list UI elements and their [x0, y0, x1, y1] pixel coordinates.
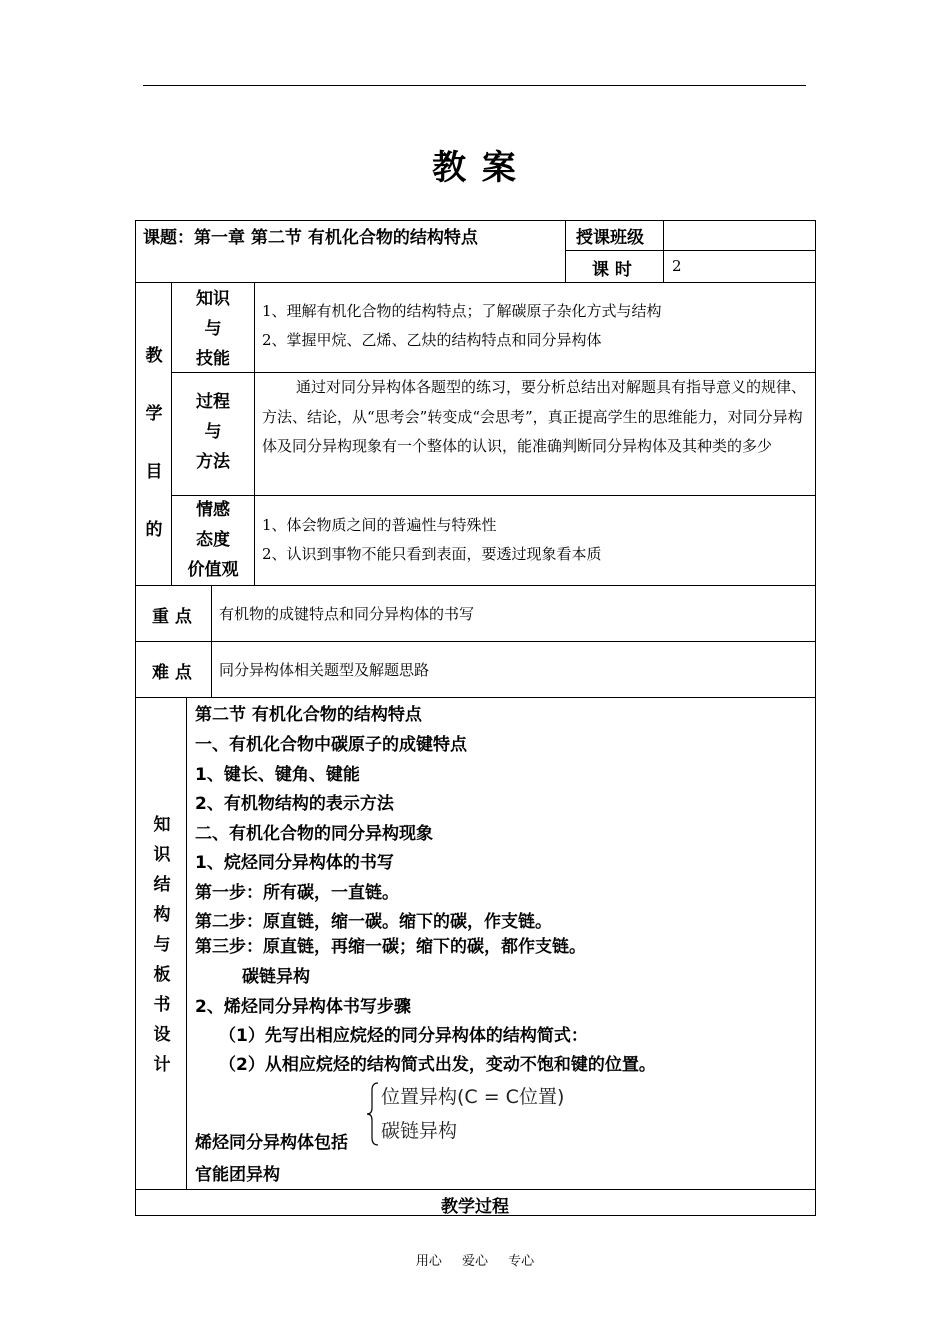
board-line: （1）先写出相应烷烃的同分异构体的结构简式：	[219, 1026, 588, 1046]
board-line: 1、键长、键角、键能	[195, 765, 360, 785]
process-methods-label: 过程 与 方法	[196, 392, 230, 472]
emotion-item: 2、认识到事物不能只看到表面，要透过现象看本质	[262, 545, 602, 563]
curly-brace-icon	[366, 1082, 380, 1146]
board-line: 2、烯烃同分异构体书写步骤	[195, 997, 411, 1017]
board-line: 二、有机化合物的同分异构现象	[195, 824, 433, 844]
hours-label: 课 时	[592, 260, 632, 280]
topic-label: 课题：第一章 第二节 有机化合物的结构特点	[143, 228, 478, 248]
key-point-label: 重 点	[152, 607, 192, 627]
board-line: 一、有机化合物中碳原子的成键特点	[195, 735, 467, 755]
class-label: 授课班级	[576, 228, 644, 248]
teaching-process-header: 教学过程	[441, 1197, 509, 1217]
emotion-item: 1、体会物质之间的普遍性与特殊性	[262, 516, 497, 534]
header-rule	[143, 85, 806, 86]
board-line: 第二步：原直链，缩一碳。缩下的碳，作支链。	[195, 912, 552, 932]
knowledge-item: 2、掌握甲烷、乙烯、乙炔的结构特点和同分异构体	[262, 331, 602, 349]
page-title: 教 案	[432, 148, 518, 188]
key-point-text: 有机物的成键特点和同分异构体的书写	[219, 605, 475, 623]
objectives-label: 教 学 目 的	[145, 346, 163, 540]
alkene-includes: 烯烃同分异构体包括	[195, 1133, 348, 1153]
brace-top-text: 位置异构(C = C位置)	[381, 1086, 565, 1108]
footer-text: 用心	[415, 1254, 442, 1269]
board-line: 碳链异构	[242, 967, 310, 987]
footer-text: 专心	[508, 1254, 535, 1269]
knowledge-skills-label: 知识 与 技能	[196, 289, 230, 369]
brace-bottom-text: 碳链异构	[381, 1120, 458, 1142]
knowledge-item: 1、理解有机化合物的结构特点；了解碳原子杂化方式与结构	[262, 302, 662, 320]
footer-text: 爱心	[461, 1254, 488, 1269]
board-line: 第一步：所有碳，一直链。	[195, 883, 399, 903]
board-line: （2）从相应烷烃的结构简式出发，变动不饱和键的位置。	[219, 1055, 656, 1075]
board-line: 1、烷烃同分异构体的书写	[195, 853, 394, 873]
emotion-values-label: 情感 态度 价值观	[187, 500, 239, 580]
board-line: 第二节 有机化合物的结构特点	[195, 705, 422, 725]
functional-group: 官能团异构	[195, 1165, 280, 1185]
difficulty-label: 难 点	[152, 663, 192, 683]
hours-value: 2	[672, 257, 682, 275]
page-footer	[0, 1250, 950, 1269]
difficulty-text: 同分异构体相关题型及解题思路	[219, 661, 430, 679]
board-line: 第三步：原直链，再缩一碳；缩下的碳，都作支链。	[195, 937, 586, 957]
board-line: 2、有机物结构的表示方法	[195, 794, 394, 814]
board-design-label: 知 识 结 构 与 板 书 设 计	[153, 815, 171, 1075]
process-methods-text: 通过对同分异构体各题型的练习，要分析总结出对解题具有指导意义的规律、方法、结论，从“思考会”转变成“会思考”，真正提高学生的思维能力，对同分异构体及同分异构现象有一个整体的认识，能准确判断同分异构体及其种类的多少	[262, 378, 807, 455]
